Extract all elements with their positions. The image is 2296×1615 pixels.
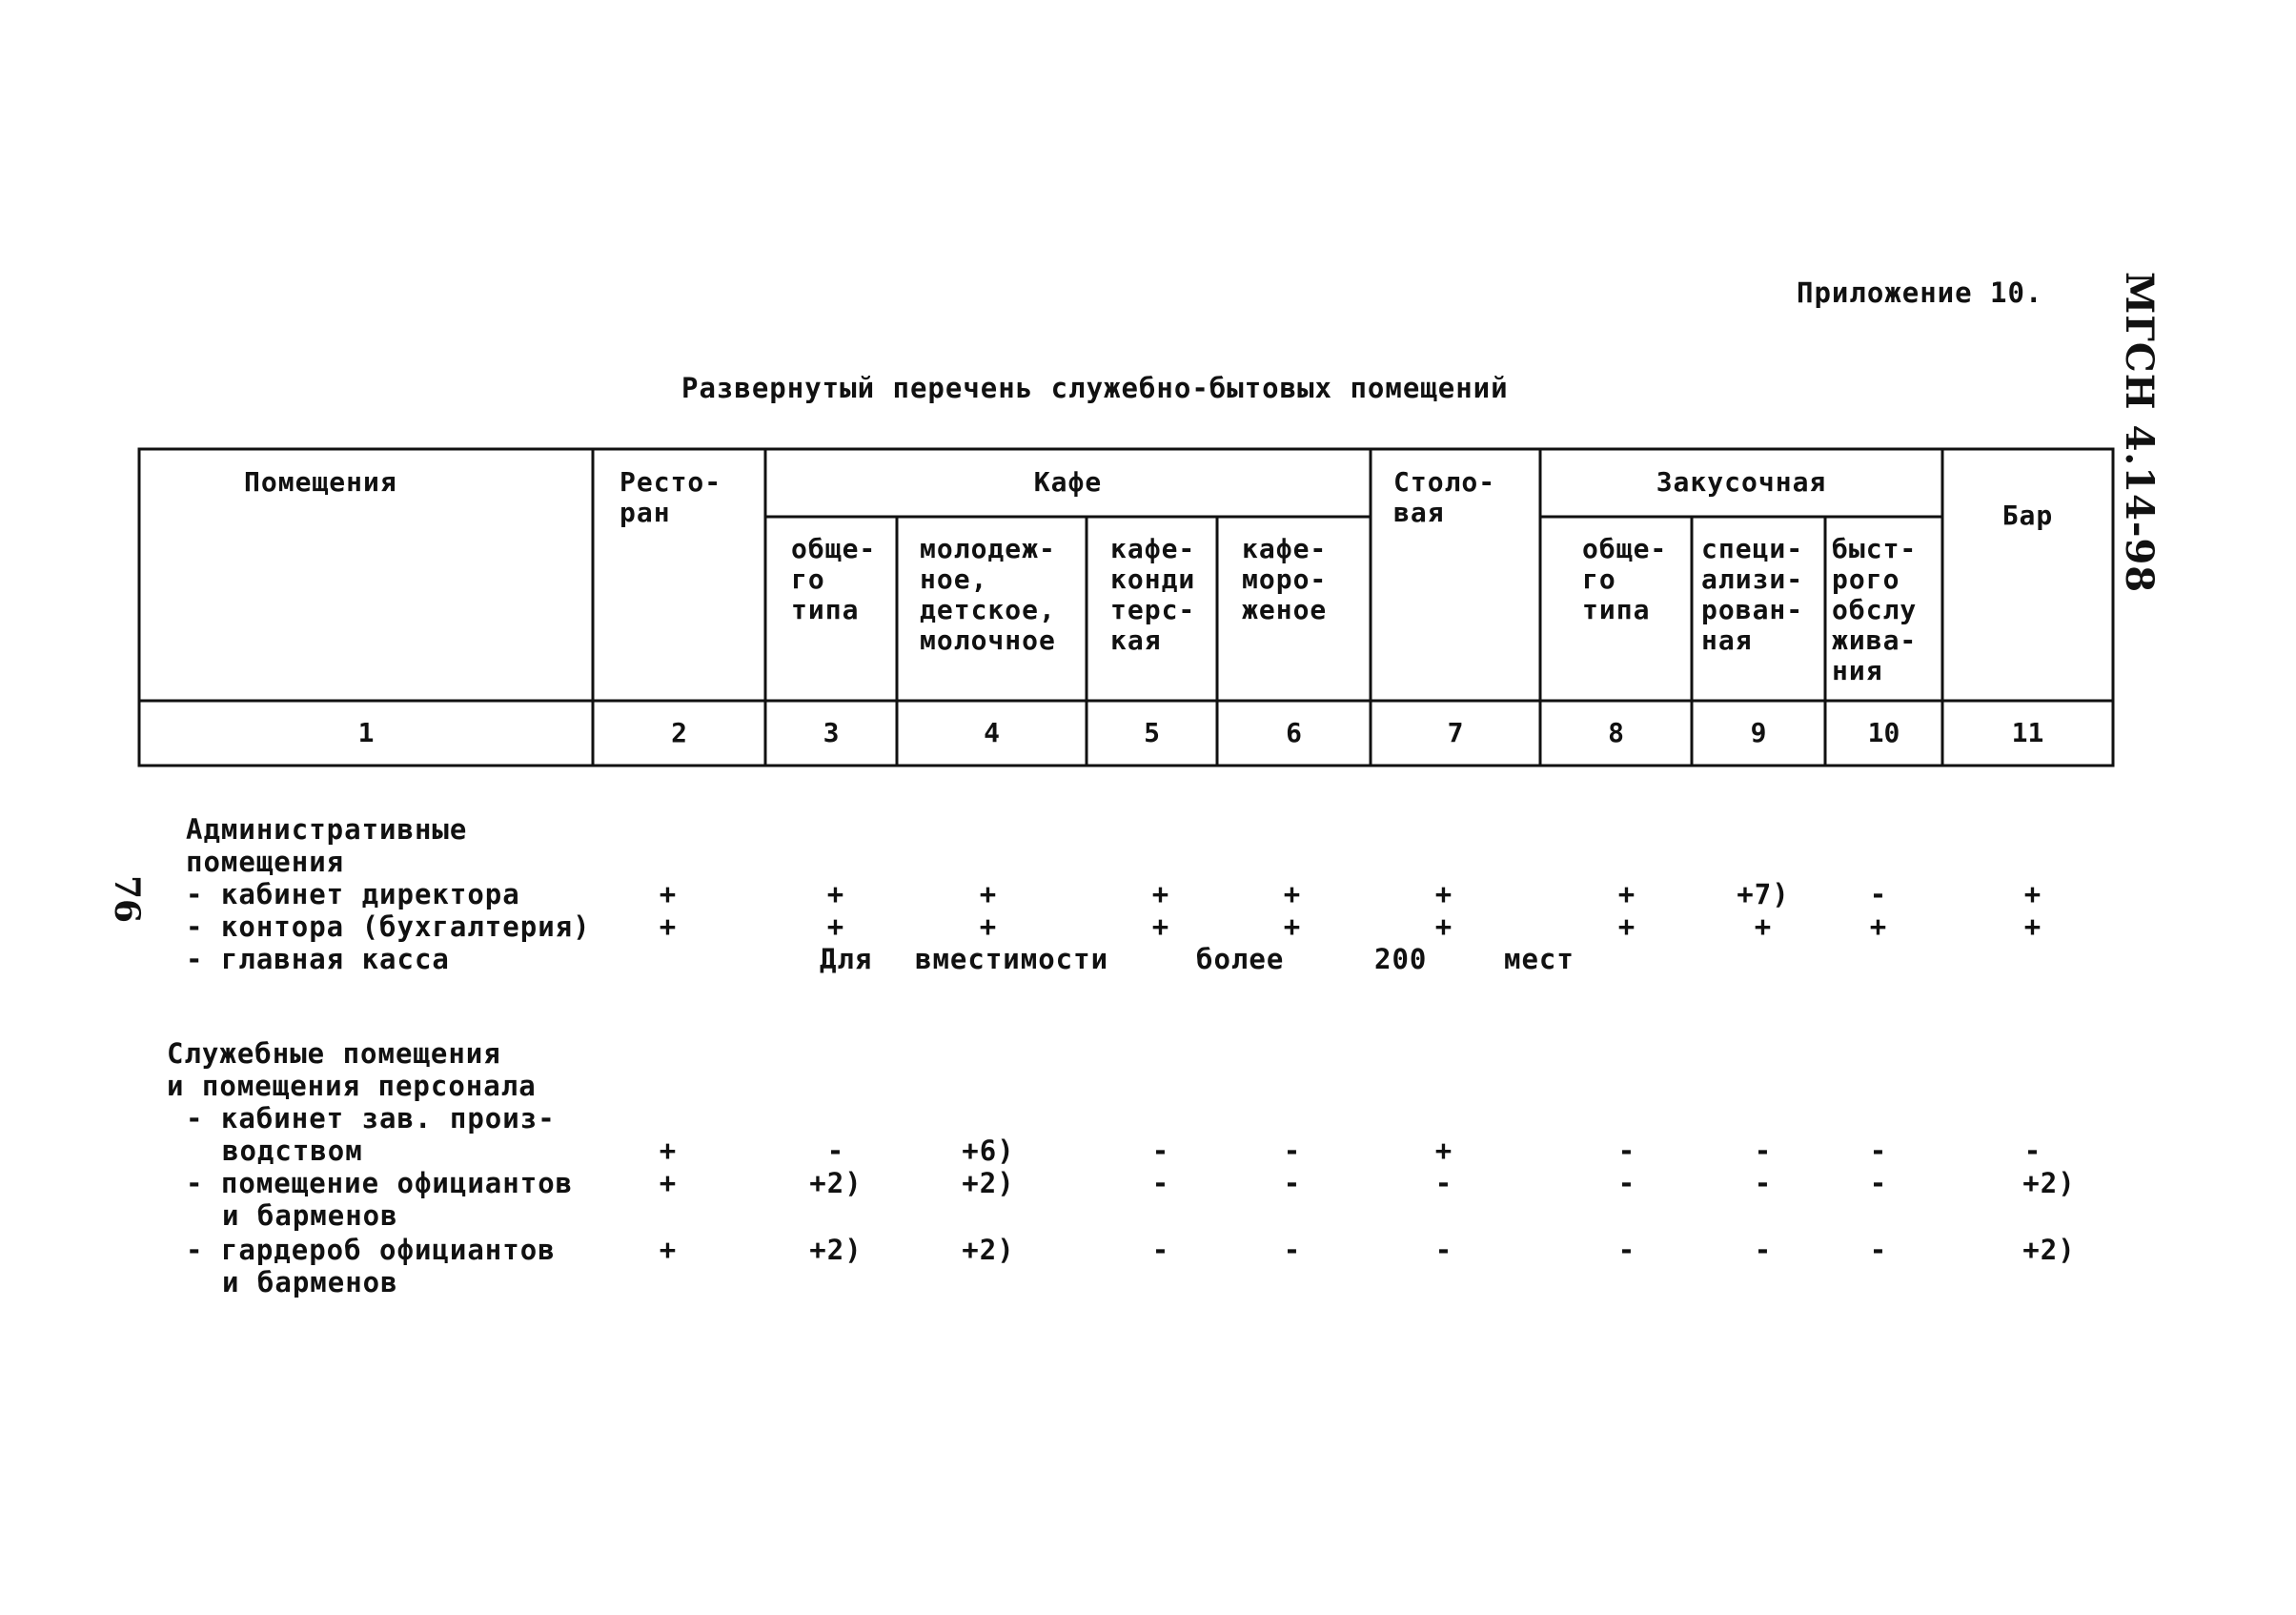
cell: + — [659, 1167, 678, 1199]
column-number: 10 — [1867, 717, 1900, 748]
cell: +2) — [2022, 1167, 2076, 1199]
section-heading-admin: Административные — [186, 813, 468, 846]
header-snack-fast: быст- рого обслу жива- ния — [1832, 533, 1918, 686]
column-number: 4 — [984, 717, 1000, 748]
cell: + — [1617, 910, 1636, 943]
column-number: 1 — [357, 717, 375, 748]
cell: - — [1151, 1167, 1170, 1199]
cell: + — [1283, 878, 1302, 910]
cell: + — [659, 1234, 678, 1266]
table-row — [0, 1234, 2296, 1266]
section-heading-service-2: и помещения персонала — [167, 1070, 537, 1102]
cell: - — [1617, 1167, 1636, 1199]
column-number: 3 — [823, 717, 840, 748]
cash-note-word: более — [1196, 943, 1285, 975]
cell: + — [826, 910, 845, 943]
cell: - — [1754, 1135, 1773, 1167]
table-row — [0, 878, 2296, 910]
cell: + — [2023, 878, 2042, 910]
row-label: - главная касса — [186, 943, 450, 975]
row-label: - гардероб официантов — [186, 1234, 556, 1266]
cell: - — [1283, 1234, 1302, 1266]
cash-note-word: вместимости — [915, 943, 1109, 975]
column-number: 6 — [1286, 717, 1302, 748]
cell: +2) — [2022, 1234, 2076, 1266]
header-bar: Бар — [2001, 500, 2054, 531]
cell: + — [1617, 878, 1636, 910]
cash-note-word: мест — [1504, 943, 1575, 975]
table-row — [0, 910, 2296, 943]
row-label: - кабинет директора — [186, 878, 520, 910]
cell: + — [826, 878, 845, 910]
cell: - — [1754, 1167, 1773, 1199]
cell: - — [826, 1135, 845, 1167]
header-snack-special: специ- ализи- рован- ная — [1701, 533, 1804, 656]
cell: - — [1617, 1135, 1636, 1167]
cell: +2) — [962, 1167, 1015, 1199]
cell: - — [1869, 878, 1888, 910]
cell: - — [1283, 1135, 1302, 1167]
cell: + — [1434, 1135, 1453, 1167]
cell: + — [1869, 910, 1888, 943]
header-snack-general: обще- го типа — [1582, 533, 1668, 625]
cell: + — [1434, 878, 1453, 910]
section-heading-service: Служебные помещения — [167, 1037, 501, 1070]
row-label-cont: и барменов — [222, 1266, 398, 1298]
cell: - — [1151, 1135, 1170, 1167]
column-number: 8 — [1608, 717, 1624, 748]
cell: + — [659, 1135, 678, 1167]
column-number: 9 — [1750, 717, 1767, 748]
row-label-cont: водством — [222, 1135, 363, 1167]
cell: - — [1869, 1135, 1888, 1167]
column-number: 5 — [1144, 717, 1160, 748]
cell: - — [1434, 1167, 1453, 1199]
header-premises: Помещения — [244, 466, 397, 498]
cell: - — [1754, 1234, 1773, 1266]
row-label: - помещение официантов — [186, 1167, 574, 1199]
column-number: 11 — [2011, 717, 2044, 748]
column-number: 2 — [671, 717, 687, 748]
header-cafe-general: обще- го типа — [791, 533, 877, 625]
page-number: 76 — [107, 875, 147, 924]
cell: +2) — [962, 1234, 1015, 1266]
cell: + — [1151, 910, 1170, 943]
cell: - — [1151, 1234, 1170, 1266]
row-label-cont: и барменов — [222, 1199, 398, 1232]
cell: - — [1434, 1234, 1453, 1266]
column-number: 7 — [1447, 717, 1464, 748]
cell: + — [1434, 910, 1453, 943]
header-canteen: Столо- вая — [1393, 466, 1496, 528]
document-title: Развернутый перечень служебно-бытовых помещений — [681, 372, 1509, 404]
header-cafe: Кафе — [1033, 466, 1103, 498]
table-row — [0, 1135, 2296, 1167]
cell: + — [1283, 910, 1302, 943]
cell: +6) — [962, 1135, 1015, 1167]
section-heading-admin-2: помещения — [186, 846, 345, 878]
row-label: - контора (бухгалтерия) — [186, 910, 591, 943]
cell: - — [2023, 1135, 2042, 1167]
cash-note-word: 200 — [1374, 943, 1428, 975]
cell: + — [1151, 878, 1170, 910]
header-snackbar: Закусочная — [1656, 466, 1827, 498]
cell: +7) — [1737, 878, 1790, 910]
cell: - — [1283, 1167, 1302, 1199]
cell: + — [979, 910, 998, 943]
header-cafe-confectionery: кафе- конди терс- кая — [1110, 533, 1196, 656]
cell: + — [2023, 910, 2042, 943]
cash-note-word: Для — [820, 943, 873, 975]
cell: + — [1754, 910, 1773, 943]
cell: + — [659, 910, 678, 943]
document-code: МГСН 4.14-98 — [2117, 272, 2162, 594]
header-cafe-youth: молодеж- ное, детское, молочное — [920, 533, 1056, 656]
cell: +2) — [809, 1167, 863, 1199]
row-label: - кабинет зав. произ- — [186, 1102, 556, 1135]
appendix-label: Приложение 10. — [1797, 276, 2043, 309]
cell: + — [979, 878, 998, 910]
cell: - — [1869, 1234, 1888, 1266]
table-row — [0, 1167, 2296, 1199]
header-restaurant: Ресто- ран — [620, 466, 722, 528]
cell: - — [1617, 1234, 1636, 1266]
header-cafe-icecream: кафе- моро- женое — [1242, 533, 1328, 625]
cell: - — [1869, 1167, 1888, 1199]
cell: +2) — [809, 1234, 863, 1266]
cell: + — [659, 878, 678, 910]
